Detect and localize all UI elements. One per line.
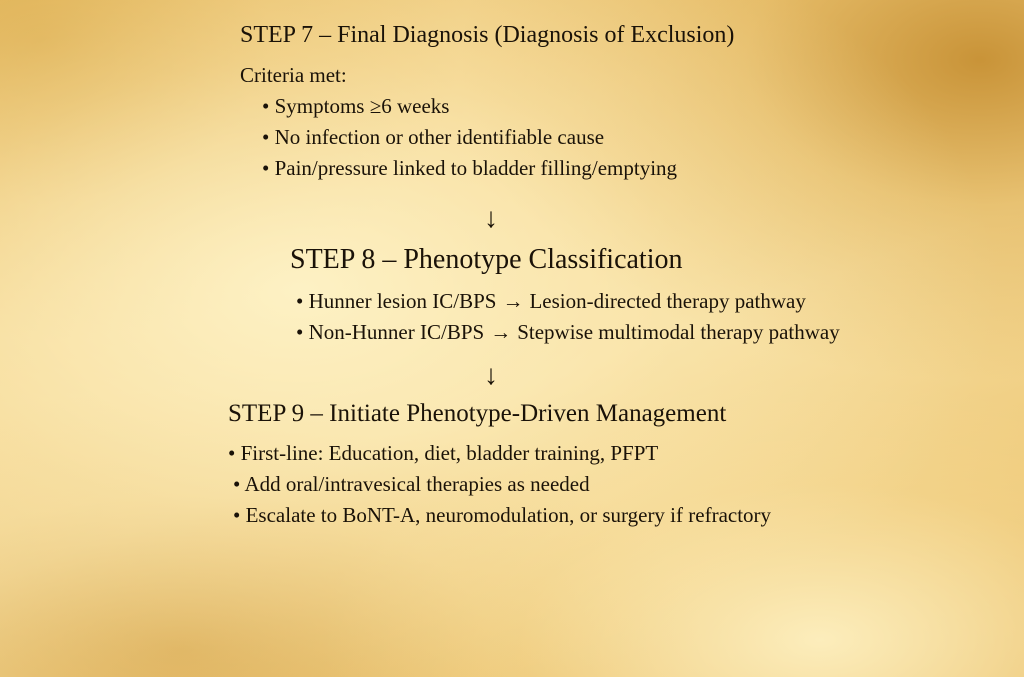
management-item-first-line: • First-line: Education, diet, bladder training, PFPT — [228, 440, 659, 465]
step-9-title: STEP 9 – Initiate Phenotype-Driven Management — [228, 400, 727, 427]
phenotype-name: • Non-Hunner IC/BPS — [296, 320, 485, 345]
step-8-block — [290, 244, 840, 351]
management-list — [228, 441, 771, 527]
step-7-block — [240, 22, 734, 187]
phenotype-item-non-hunner — [296, 320, 840, 344]
phenotype-list — [296, 289, 840, 344]
right-arrow-icon: → — [490, 320, 512, 345]
criteria-item-no-infection: • No infection or other identifiable cause — [262, 124, 605, 149]
criteria-label: Criteria met: — [240, 62, 347, 87]
management-item-escalate: • Escalate to BoNT-A, neuromodulation, or surgery if refractory — [233, 503, 772, 528]
step-9-block — [228, 400, 771, 534]
criteria-item-duration: • Symptoms ≥6 weeks — [262, 93, 450, 118]
down-arrow-icon: ↓ — [484, 360, 498, 391]
criteria-list — [262, 94, 734, 180]
criteria-item-pain-pressure: • Pain/pressure linked to bladder filling/emptying — [262, 156, 678, 181]
phenotype-item-hunner — [296, 289, 840, 313]
right-arrow-icon: → — [502, 289, 524, 314]
management-item-oral-intravesical: • Add oral/intravesical therapies as needed — [233, 471, 590, 496]
phenotype-name: • Hunner lesion IC/BPS — [296, 289, 497, 314]
step-7-title: STEP 7 – Final Diagnosis (Diagnosis of Exclusion) — [240, 22, 735, 48]
down-arrow-icon: ↓ — [484, 203, 498, 234]
therapy-pathway: Stepwise multimodal therapy pathway — [517, 320, 840, 345]
therapy-pathway: Lesion-directed therapy pathway — [529, 289, 806, 314]
step-8-title: STEP 8 – Phenotype Classification — [290, 244, 683, 275]
